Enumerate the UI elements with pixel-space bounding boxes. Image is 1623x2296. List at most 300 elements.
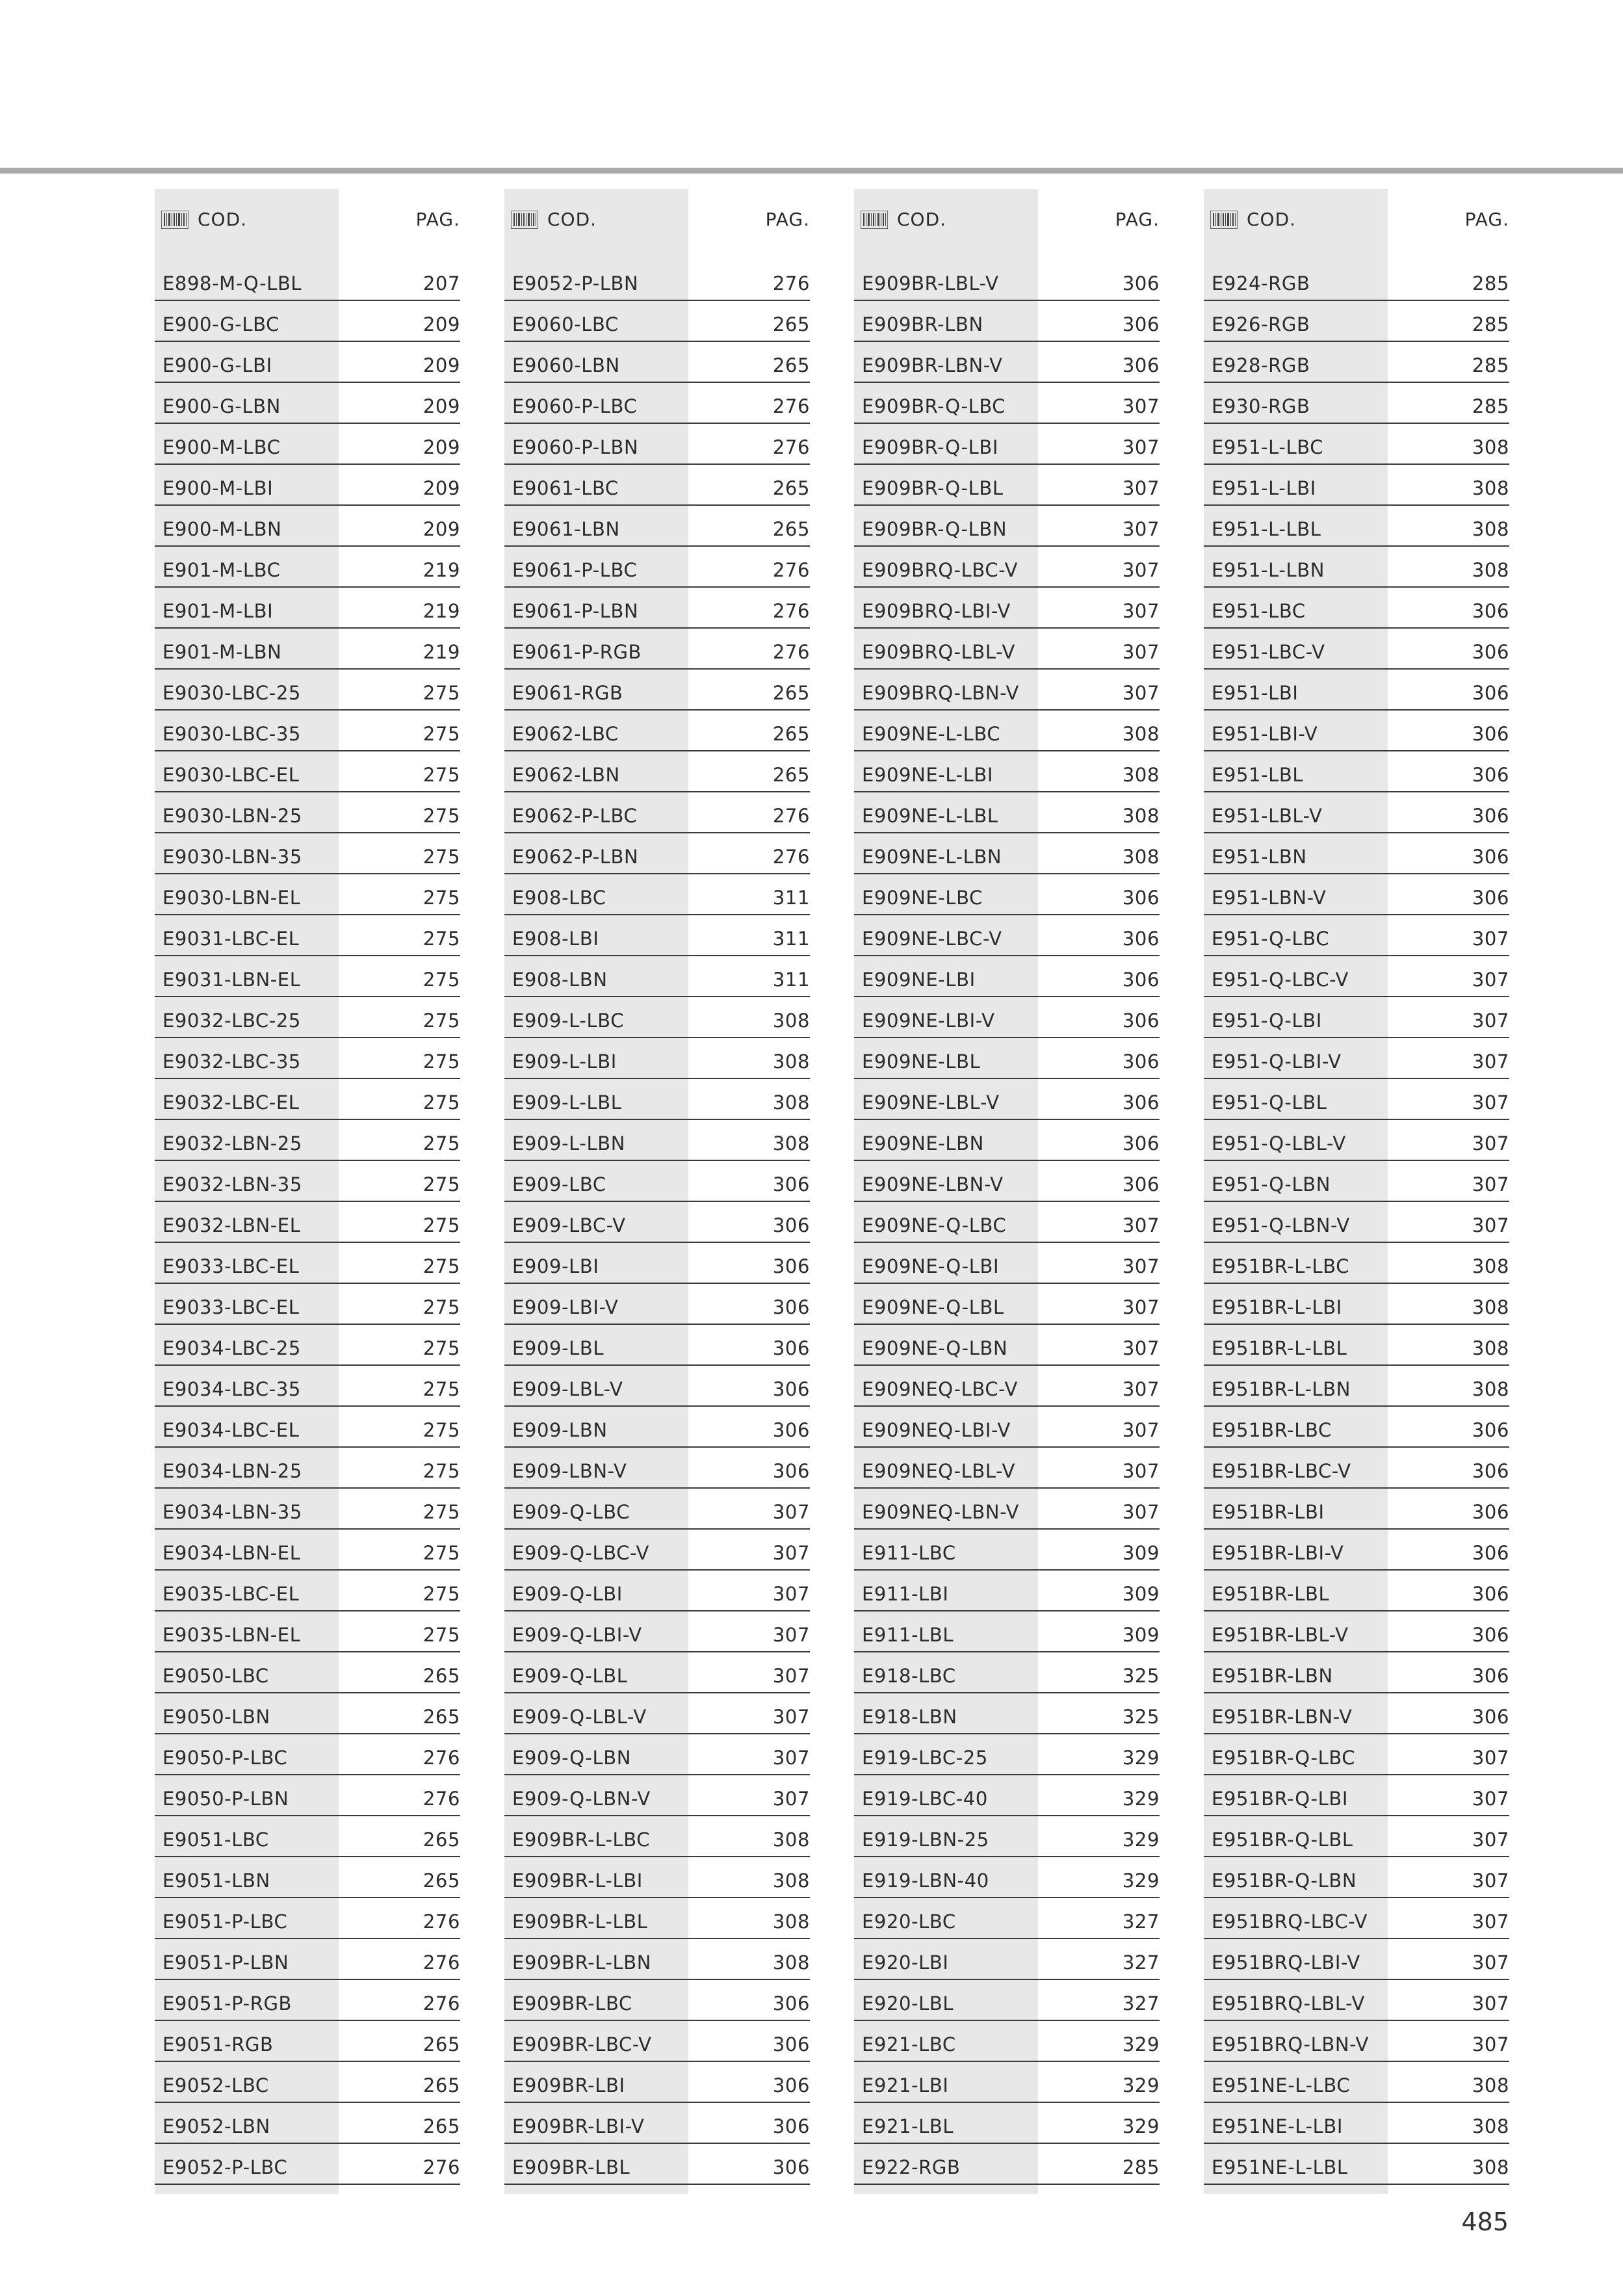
page-ref: 275: [422, 1132, 460, 1155]
page-ref: 309: [1122, 1583, 1160, 1605]
page-ref: 307: [772, 1788, 810, 1810]
page-ref: 275: [422, 1378, 460, 1400]
table-row: [1204, 1121, 1509, 1162]
page-ref: 275: [422, 1173, 460, 1195]
table-row: [504, 302, 810, 343]
product-code: E909BRQ-LBL-V: [862, 641, 1015, 663]
row-rule: [155, 463, 460, 465]
page-ref: 307: [772, 1624, 810, 1646]
row-rule: [854, 1979, 1160, 1980]
page-ref: 209: [422, 313, 460, 335]
row-rule: [1204, 1446, 1509, 1448]
row-rule: [504, 341, 810, 342]
product-code: E908-LBC: [512, 887, 606, 909]
table-row: [504, 2063, 810, 2104]
page-ref: 306: [1472, 1501, 1509, 1523]
top-rule: [0, 168, 1623, 174]
row-rule: [854, 1569, 1160, 1571]
product-code: E909-Q-LBN: [512, 1747, 632, 1769]
page-ref: 306: [1472, 1542, 1509, 1564]
code-header: COD.: [198, 209, 248, 230]
table-row: [155, 711, 460, 752]
table-row: [1204, 506, 1509, 547]
row-rule: [1204, 1242, 1509, 1243]
table-row: [504, 1407, 810, 1448]
table-row: [504, 2022, 810, 2063]
product-code: E924-RGB: [1212, 272, 1310, 294]
table-row: [1204, 834, 1509, 875]
row-rule: [1204, 2102, 1509, 2103]
product-code: E909-Q-LBN-V: [512, 1788, 651, 1810]
row-rule: [1204, 2143, 1509, 2144]
table-row: [155, 465, 460, 506]
page-ref: 307: [1472, 1992, 1509, 2015]
table-row: [504, 343, 810, 384]
product-code: E9034-LBN-25: [162, 1460, 302, 1482]
product-code: E951-LBN-V: [1212, 887, 1327, 909]
table-row: [155, 1571, 460, 1612]
product-code: E9033-LBC-EL: [162, 1255, 300, 1277]
product-code: E919-LBN-40: [862, 1870, 989, 1892]
row-rule: [504, 2143, 810, 2144]
row-rule: [504, 2102, 810, 2103]
page-ref: 306: [1472, 1665, 1509, 1687]
page-ref: 306: [1122, 1091, 1160, 1114]
row-rule: [854, 750, 1160, 751]
page-ref: 307: [772, 1501, 810, 1523]
table-row: [504, 793, 810, 834]
row-rule: [504, 1979, 810, 1980]
table-row: [504, 1817, 810, 1858]
table-row: [1204, 2104, 1509, 2145]
row-rule: [854, 996, 1160, 997]
table-row: [854, 1776, 1160, 1817]
row-rule: [504, 1897, 810, 1898]
page-ref: 307: [1122, 1296, 1160, 1318]
product-code: E909NE-LBI: [862, 969, 976, 991]
product-code: E951BR-LBL-V: [1212, 1624, 1349, 1646]
table-row: [504, 916, 810, 957]
product-code: E920-LBC: [862, 1911, 956, 1933]
table-row: [504, 1285, 810, 1325]
table-row: [854, 1571, 1160, 1612]
table-row: [854, 670, 1160, 711]
product-code: E908-LBI: [512, 928, 599, 950]
page-ref: 306: [772, 1460, 810, 1482]
table-row: [1204, 343, 1509, 384]
product-code: E909BR-LBN-V: [862, 354, 1003, 376]
table-row: [155, 2022, 460, 2063]
table-row: [1204, 2145, 1509, 2185]
row-rule: [155, 1487, 460, 1489]
page-ref: 308: [1472, 1296, 1509, 1318]
product-code: E909BR-Q-LBC: [862, 395, 1006, 417]
product-code: E909NEQ-LBN-V: [862, 1501, 1019, 1523]
table-row: [854, 1694, 1160, 1735]
page-ref: 276: [772, 272, 810, 294]
page-ref: 329: [1122, 1870, 1160, 1892]
table-row: [854, 916, 1160, 957]
table-row: [854, 1121, 1160, 1162]
page-ref: 265: [422, 1870, 460, 1892]
page-ref: 307: [1122, 682, 1160, 704]
page-ref: 307: [772, 1665, 810, 1687]
table-row: [504, 1940, 810, 1981]
product-code: E951BR-L-LBI: [1212, 1296, 1342, 1318]
row-rule: [155, 1201, 460, 1202]
row-rule: [854, 1201, 1160, 1202]
table-row: [504, 1858, 810, 1899]
row-rule: [1204, 1037, 1509, 1038]
page-ref: 307: [1472, 1788, 1509, 1810]
row-rule: [155, 1569, 460, 1571]
page-ref: 275: [422, 1419, 460, 1441]
page-ref: 308: [772, 1951, 810, 1974]
page-ref: 307: [1472, 1091, 1509, 1114]
product-code: E909NE-L-LBN: [862, 846, 1002, 868]
table-row: [1204, 916, 1509, 957]
page-ref: 306: [1122, 969, 1160, 991]
page-ref: 329: [1122, 2115, 1160, 2137]
index-rows: [504, 261, 810, 2185]
page-ref: 275: [422, 682, 460, 704]
table-row: [504, 1694, 810, 1735]
page-ref: 327: [1122, 1911, 1160, 1933]
page-ref: 306: [772, 2115, 810, 2137]
product-code: E900-G-LBC: [162, 313, 279, 335]
product-code: E9060-P-LBN: [512, 436, 639, 458]
product-code: E908-LBN: [512, 969, 608, 991]
page-ref: 327: [1122, 1992, 1160, 2015]
row-rule: [854, 791, 1160, 792]
row-rule: [155, 668, 460, 670]
column-header: [504, 189, 810, 261]
row-rule: [854, 1815, 1160, 1816]
page-ref: 308: [1472, 2074, 1509, 2096]
table-row: [504, 1899, 810, 1940]
row-rule: [504, 750, 810, 751]
product-code: E9051-LBC: [162, 1829, 269, 1851]
table-row: [155, 1162, 460, 1203]
row-rule: [155, 1651, 460, 1652]
row-rule: [504, 1242, 810, 1243]
product-code: E909BR-LBI-V: [512, 2115, 645, 2137]
row-rule: [1204, 750, 1509, 751]
table-row: [1204, 1244, 1509, 1285]
product-code: E909BR-LBN: [862, 313, 983, 335]
product-code: E951-Q-LBI-V: [1212, 1050, 1342, 1073]
row-rule: [1204, 1405, 1509, 1407]
row-rule: [504, 1733, 810, 1734]
table-row: [854, 424, 1160, 465]
product-code: E951BRQ-LBI-V: [1212, 1951, 1360, 1974]
table-row: [155, 629, 460, 670]
table-row: [155, 875, 460, 916]
product-code: E900-G-LBN: [162, 395, 281, 417]
table-row: [155, 1407, 460, 1448]
row-rule: [504, 1037, 810, 1038]
table-row: [504, 1776, 810, 1817]
page-ref: 285: [1472, 395, 1509, 417]
table-row: [854, 2104, 1160, 2145]
row-rule: [1204, 2020, 1509, 2021]
row-rule: [1204, 1897, 1509, 1898]
product-code: E9035-LBN-EL: [162, 1624, 301, 1646]
barcode-icon: [1210, 211, 1238, 229]
product-code: E951-L-LBL: [1212, 518, 1321, 540]
table-row: [1204, 1039, 1509, 1080]
row-rule: [155, 1815, 460, 1816]
row-rule: [504, 382, 810, 383]
table-row: [1204, 1162, 1509, 1203]
product-code: E911-LBL: [862, 1624, 954, 1646]
row-rule: [854, 382, 1160, 383]
row-rule: [504, 463, 810, 465]
row-rule: [504, 955, 810, 956]
page-ref: 276: [422, 1992, 460, 2015]
code-header: COD.: [897, 209, 947, 230]
product-code: E909NE-Q-LBC: [862, 1214, 1007, 1236]
table-row: [1204, 2063, 1509, 2104]
page-ref: 276: [772, 641, 810, 663]
table-row: [854, 1448, 1160, 1489]
row-rule: [854, 1364, 1160, 1366]
table-row: [155, 384, 460, 424]
row-rule: [1204, 627, 1509, 629]
product-code: E909NE-LBC: [862, 887, 983, 909]
product-code: E9034-LBN-EL: [162, 1542, 301, 1564]
page-ref: 306: [772, 1255, 810, 1277]
row-rule: [504, 1201, 810, 1202]
page-ref: 265: [772, 764, 810, 786]
table-row: [504, 1162, 810, 1203]
table-row: [1204, 1489, 1509, 1530]
product-code: E909-Q-LBI: [512, 1583, 623, 1605]
table-row: [854, 465, 1160, 506]
page-ref: 276: [772, 846, 810, 868]
product-code: E919-LBC-25: [862, 1747, 988, 1769]
product-code: E951BR-Q-LBI: [1212, 1788, 1348, 1810]
column-header: [155, 189, 460, 261]
product-code: E9032-LBN-EL: [162, 1214, 301, 1236]
page-ref: 265: [422, 1665, 460, 1687]
page-ref: 275: [422, 1010, 460, 1032]
product-code: E909NE-L-LBL: [862, 805, 998, 827]
product-code: E9061-LBN: [512, 518, 620, 540]
row-rule: [504, 1487, 810, 1489]
page-ref: 306: [1472, 1624, 1509, 1646]
row-rule: [504, 1405, 810, 1407]
table-row: [155, 1325, 460, 1366]
table-row: [854, 629, 1160, 670]
table-row: [1204, 1366, 1509, 1407]
table-row: [854, 1612, 1160, 1653]
row-rule: [854, 1119, 1160, 1120]
page-ref: 306: [1122, 272, 1160, 294]
page-ref: 306: [772, 2156, 810, 2178]
product-code: E9062-LBC: [512, 723, 619, 745]
page-ref: 307: [1472, 969, 1509, 991]
row-rule: [155, 1324, 460, 1325]
table-row: [854, 1325, 1160, 1366]
page-ref: 329: [1122, 2074, 1160, 2096]
product-code: E951-LBI-V: [1212, 723, 1318, 745]
product-code: E951BR-LBC-V: [1212, 1460, 1351, 1482]
table-row: [854, 1407, 1160, 1448]
page-ref: 308: [1122, 846, 1160, 868]
row-rule: [155, 1856, 460, 1857]
table-row: [504, 752, 810, 793]
product-code: E9031-LBN-EL: [162, 969, 301, 991]
product-code: E951BRQ-LBC-V: [1212, 1911, 1368, 1933]
table-row: [155, 1735, 460, 1776]
code-header: COD.: [547, 209, 597, 230]
product-code: E918-LBN: [862, 1706, 957, 1728]
row-rule: [854, 2143, 1160, 2144]
product-code: E9052-P-LBN: [512, 272, 639, 294]
product-code: E909BR-L-LBI: [512, 1870, 643, 1892]
product-code: E930-RGB: [1212, 395, 1310, 417]
product-code: E951-Q-LBI: [1212, 1010, 1322, 1032]
page-ref: 308: [772, 1870, 810, 1892]
page-ref: 275: [422, 1050, 460, 1073]
product-code: E9030-LBN-EL: [162, 887, 301, 909]
page-ref: 307: [1122, 1419, 1160, 1441]
row-rule: [1204, 423, 1509, 424]
page-ref: 306: [1472, 1460, 1509, 1482]
table-row: [504, 834, 810, 875]
row-rule: [854, 1938, 1160, 1939]
table-row: [1204, 793, 1509, 834]
table-row: [504, 2104, 810, 2145]
row-rule: [504, 914, 810, 915]
row-rule: [854, 1160, 1160, 1161]
row-rule: [854, 914, 1160, 915]
page-ref: 209: [422, 477, 460, 499]
product-code: E926-RGB: [1212, 313, 1310, 335]
table-row: [854, 547, 1160, 588]
table-row: [854, 1285, 1160, 1325]
row-rule: [155, 545, 460, 547]
product-code: E900-G-LBI: [162, 354, 272, 376]
product-code: E9061-RGB: [512, 682, 623, 704]
row-rule: [504, 1938, 810, 1939]
product-code: E909NE-Q-LBL: [862, 1296, 1004, 1318]
page-ref: 307: [1472, 1951, 1509, 1974]
page-ref: 306: [1122, 1173, 1160, 1195]
table-row: [854, 711, 1160, 752]
table-row: [854, 384, 1160, 424]
row-rule: [504, 1610, 810, 1611]
row-rule: [155, 955, 460, 956]
row-rule: [155, 1037, 460, 1038]
row-rule: [155, 300, 460, 301]
table-row: [155, 998, 460, 1039]
row-rule: [854, 1037, 1160, 1038]
product-code: E909-LBI-V: [512, 1296, 619, 1318]
product-code: E909NE-LBN-V: [862, 1173, 1004, 1195]
table-row: [504, 1244, 810, 1285]
table-row: [155, 1817, 460, 1858]
row-rule: [504, 1815, 810, 1816]
product-code: E9031-LBC-EL: [162, 928, 300, 950]
table-row: [1204, 711, 1509, 752]
product-code: E909BRQ-LBC-V: [862, 559, 1019, 581]
product-code: E9061-P-LBN: [512, 600, 639, 622]
page-ref: 209: [422, 518, 460, 540]
page-ref: 275: [422, 1501, 460, 1523]
page-ref: 307: [1122, 559, 1160, 581]
product-code: E951-LBL-V: [1212, 805, 1323, 827]
product-code: E9032-LBC-25: [162, 1010, 301, 1032]
page-ref: 329: [1122, 1829, 1160, 1851]
page-ref: 306: [1472, 764, 1509, 786]
table-row: [504, 670, 810, 711]
product-code: E9032-LBN-25: [162, 1132, 302, 1155]
page-ref: 219: [422, 641, 460, 663]
page-ref: 207: [422, 272, 460, 294]
product-code: E9030-LBN-35: [162, 846, 302, 868]
row-rule: [1204, 832, 1509, 833]
row-rule: [504, 2061, 810, 2062]
table-row: [155, 1940, 460, 1981]
row-rule: [504, 1651, 810, 1652]
table-row: [1204, 670, 1509, 711]
row-rule: [854, 2102, 1160, 2103]
product-code: E9050-P-LBN: [162, 1788, 289, 1810]
product-code: E9051-P-RGB: [162, 1992, 292, 2015]
table-row: [1204, 1899, 1509, 1940]
row-rule: [1204, 1160, 1509, 1161]
row-rule: [1204, 545, 1509, 547]
table-row: [1204, 629, 1509, 670]
product-code: E909BR-L-LBC: [512, 1829, 651, 1851]
page-ref: 275: [422, 1091, 460, 1114]
page-header: PAG.: [415, 209, 460, 230]
table-row: [155, 1039, 460, 1080]
table-row: [854, 1203, 1160, 1244]
row-rule: [155, 1364, 460, 1366]
table-row: [1204, 588, 1509, 629]
row-rule: [504, 1692, 810, 1693]
page-ref: 329: [1122, 1747, 1160, 1769]
page-ref: 308: [1472, 559, 1509, 581]
table-row: [155, 1448, 460, 1489]
table-row: [155, 1776, 460, 1817]
table-row: [504, 506, 810, 547]
row-rule: [1204, 382, 1509, 383]
row-rule: [504, 423, 810, 424]
row-rule: [854, 627, 1160, 629]
table-row: [155, 834, 460, 875]
product-code: E951BR-Q-LBC: [1212, 1747, 1356, 1769]
product-code: E909NE-L-LBI: [862, 764, 994, 786]
product-code: E909NE-LBN: [862, 1132, 984, 1155]
page-ref: 307: [1472, 1050, 1509, 1073]
product-code: E951BR-LBI-V: [1212, 1542, 1344, 1564]
row-rule: [1204, 1733, 1509, 1734]
product-code: E9061-P-RGB: [512, 641, 642, 663]
row-rule: [1204, 1815, 1509, 1816]
row-rule: [504, 1283, 810, 1284]
page-ref: 306: [1472, 641, 1509, 663]
table-row: [854, 2063, 1160, 2104]
table-row: [1204, 752, 1509, 793]
index-column-4: [1204, 189, 1509, 2194]
page-ref: 276: [772, 395, 810, 417]
table-row: [854, 1530, 1160, 1571]
table-row: [854, 343, 1160, 384]
